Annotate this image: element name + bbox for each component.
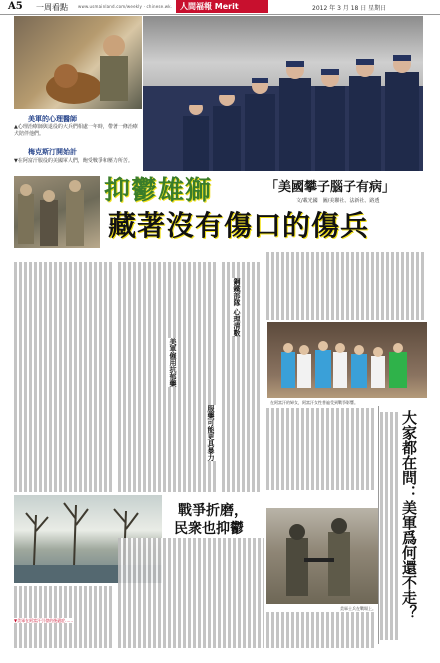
therapy-dog-photo bbox=[14, 16, 142, 109]
airforce-ceremony-photo bbox=[143, 16, 423, 171]
women-illustration bbox=[267, 322, 427, 398]
column-head-3: 服藥可能更具暴力 bbox=[207, 405, 215, 461]
issue-date: 2012 年 3 月 18 日 星期日 bbox=[312, 5, 387, 12]
article-body-col8 bbox=[266, 612, 376, 648]
dog-illustration bbox=[14, 16, 142, 109]
women-photo-caption: 在阿富汗的婦女，阿富汗女性普遍受到戰爭影響。 bbox=[270, 400, 358, 405]
soldiers-illustration bbox=[14, 176, 100, 248]
column-head-2: 美軍僱用抗郁藥 bbox=[169, 338, 177, 387]
article-body-col7 bbox=[118, 538, 264, 648]
page-number: A5 bbox=[8, 1, 23, 12]
sidebar-item1-text: ▲心理治療師與退役的大兵們相處一年時，帶著一條治療犬陪伴他們。 bbox=[14, 124, 138, 137]
sidebar-item2-title: 梅克斯汀開始計 bbox=[28, 148, 77, 156]
right-box-body bbox=[380, 412, 398, 640]
feature2-title-line1: 戰爭折磨， bbox=[178, 503, 248, 519]
soldiers-patrol-photo bbox=[266, 508, 378, 604]
headline-subhead: 「美國攀子腦子有病」 bbox=[262, 175, 398, 196]
article-body-col1 bbox=[14, 262, 114, 492]
patrol-illustration bbox=[266, 508, 378, 604]
soldiers-photo-caption: 美軍士兵在戰場上。 bbox=[340, 606, 376, 611]
section-name: 一周看點 bbox=[36, 3, 68, 12]
bottom-left-note: ▼美軍在阿富汗引發的後遺症…… bbox=[14, 618, 74, 623]
sidebar-item1-title: 美軍的心理醫師 bbox=[28, 115, 77, 123]
headline-byline: 文/載光國 圖/美聯社、法新社、路透 bbox=[296, 198, 380, 204]
masthead: 人間福報 Merit bbox=[176, 0, 268, 13]
sidebar-item2-text: ▼在阿富汗服役的美國軍人們，飽受戰爭和壓力所苦。 bbox=[14, 158, 133, 164]
article-body-col6 bbox=[14, 586, 114, 648]
right-box-title: 大家都在問：美軍爲何還不走？ bbox=[400, 410, 418, 620]
feature2-title-line2: 民衆也抑鬱 bbox=[174, 521, 244, 537]
column-head-1: 鋼鐵部隊 心理清數 bbox=[233, 278, 241, 337]
afghan-women-photo bbox=[267, 322, 427, 398]
headline-main: 藏著沒有傷口的傷兵 bbox=[108, 209, 370, 242]
article-body-col5 bbox=[266, 408, 376, 490]
article-body-col3 bbox=[222, 262, 262, 492]
ceremony-illustration bbox=[143, 16, 423, 171]
article-body-col4 bbox=[266, 252, 426, 320]
soldiers-afghanistan-photo bbox=[14, 176, 100, 248]
header-url: www.usmainland.com/weekly · chinese.wk. bbox=[78, 4, 173, 9]
headline-kicker: 抑鬱雄獅 bbox=[104, 176, 213, 206]
